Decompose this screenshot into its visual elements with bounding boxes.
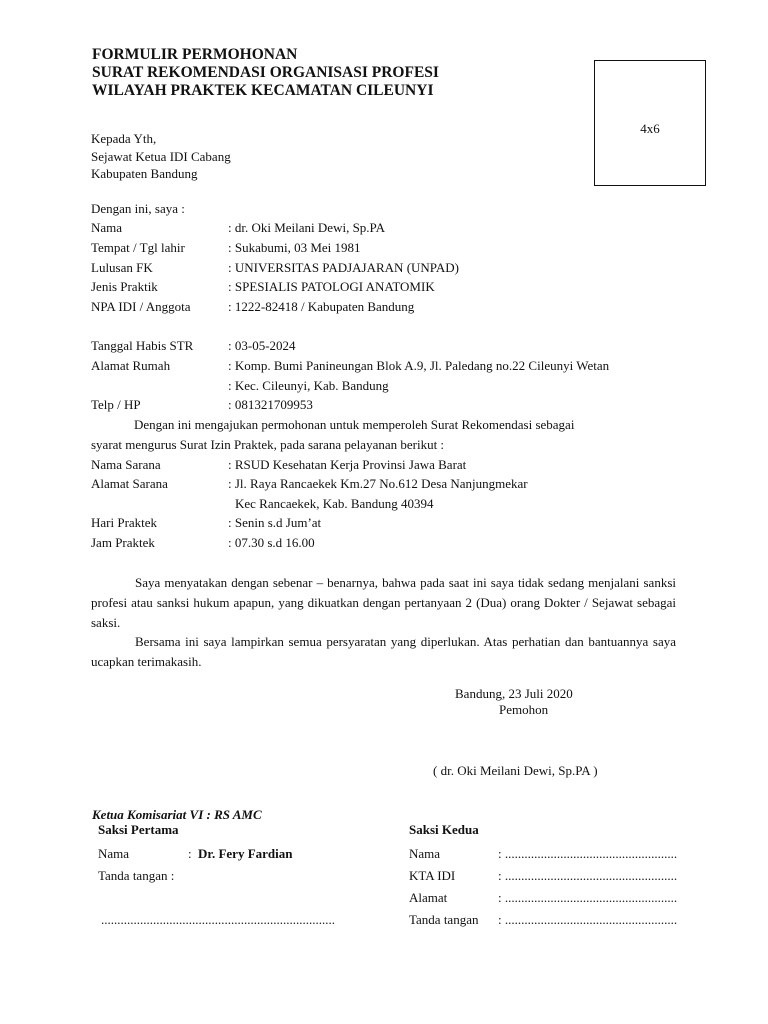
photo-placeholder-box — [594, 60, 706, 186]
facility-name-label: Nama Sarana — [91, 457, 161, 472]
request-line1: Dengan ini mengajukan permohonan untuk memperoleh Surat Rekomendasi sebagai — [134, 417, 575, 432]
second-witness-sign-label: Tanda tangan — [409, 912, 479, 927]
facility-days-value: : Senin s.d Jum’at — [228, 515, 322, 530]
applicant-practice-value: : SPESIALIS PATOLOGI ANATOMIK — [228, 279, 435, 294]
applicant-npa-value: : 1222-82418 / Kabupaten Bandung — [228, 299, 415, 314]
recipient-line1: Kepada Yth, — [91, 131, 157, 146]
second-witness-title: Saksi Kedua — [409, 822, 479, 837]
applicant-name-label: Nama — [91, 220, 123, 235]
first-witness-name-colon: : — [188, 846, 192, 861]
commissariat-heading: Ketua Komisariat VI : RS AMC — [92, 807, 262, 822]
applicant-birth-value: : Sukabumi, 03 Mei 1981 — [228, 240, 361, 255]
applicant-school-label: Lulusan FK — [91, 260, 153, 275]
applicant-address-value1: : Komp. Bumi Panineungan Blok A.9, Jl. Paledang no.22 Cileunyi Wetan — [228, 358, 610, 373]
applicant-birth-label: Tempat / Tgl lahir — [91, 240, 185, 255]
applicant-str-value: : 03-05-2024 — [228, 338, 296, 353]
second-witness-address-label: Alamat — [409, 890, 448, 905]
first-witness-name-value: Dr. Fery Fardian — [198, 846, 293, 861]
second-witness-kta-value: : ..................................................... — [498, 868, 678, 883]
applicant-school-value: : UNIVERSITAS PADJAJARAN (UNPAD) — [228, 260, 459, 275]
facility-days-label: Hari Praktek — [91, 515, 158, 530]
signature-applicant-name: ( dr. Oki Meilani Dewi, Sp.PA ) — [433, 763, 598, 778]
form-title-line1: FORMULIR PERMOHONAN — [92, 46, 298, 63]
first-witness-sign-label: Tanda tangan : — [98, 868, 175, 883]
form-title-line2: SURAT REKOMENDASI ORGANISASI PROFESI — [92, 64, 439, 81]
applicant-address-label: Alamat Rumah — [91, 358, 171, 373]
statement-paragraph-2: Bersama ini saya lampirkan semua persyaratan yang diperlukan. Atas perhatian dan bantuannya saya ucapkan terimakasih. — [91, 634, 676, 669]
applicant-phone-value: : 081321709953 — [228, 397, 313, 412]
signature-place-date: Bandung, 23 Juli 2020 — [455, 686, 573, 701]
facility-address-value1: : Jl. Raya Rancaekek Km.27 No.612 Desa Nanjungmekar — [228, 476, 528, 491]
form-title-line3: WILAYAH PRAKTEK KECAMATAN CILEUNYI — [92, 82, 434, 99]
recipient-line3: Kabupaten Bandung — [91, 166, 198, 181]
second-witness-kta-label: KTA IDI — [409, 868, 456, 883]
applicant-name-value: : dr. Oki Meilani Dewi, Sp.PA — [228, 220, 385, 235]
facility-name-value: : RSUD Kesehatan Kerja Provinsi Jawa Barat — [228, 457, 467, 472]
applicant-str-label: Tanggal Habis STR — [91, 338, 194, 353]
facility-address-label: Alamat Sarana — [91, 476, 168, 491]
second-witness-name-value: : ..................................................... — [498, 846, 678, 861]
recipient-line2: Sejawat Ketua IDI Cabang — [91, 149, 231, 164]
signature-role: Pemohon — [499, 702, 549, 717]
first-witness-name-label: Nama — [98, 846, 130, 861]
statement-paragraph-1: Saya menyatakan dengan sebenar – benarnya, bahwa pada saat ini saya tidak sedang menjalani sanksi profesi atau sanksi hukum apapun, yang dikuatkan dengan pertanyaan 2 (Dua) orang Dokter / Sejawat sebagai saksi. — [91, 575, 676, 630]
applicant-address-value2: : Kec. Cileunyi, Kab. Bandung — [228, 378, 389, 393]
facility-hours-label: Jam Praktek — [91, 535, 155, 550]
facility-address-value2: Kec Rancaekek, Kab. Bandung 40394 — [235, 496, 434, 511]
photo-size-label: 4x6 — [640, 121, 660, 136]
first-witness-sign-line: ........................................................................ — [101, 912, 335, 927]
second-witness-address-value: : ..................................................... — [498, 890, 678, 905]
facility-hours-value: : 07.30 s.d 16.00 — [228, 535, 315, 550]
applicant-phone-label: Telp / HP — [91, 397, 141, 412]
request-line2: syarat mengurus Surat Izin Praktek, pada sarana pelayanan berikut : — [91, 437, 445, 452]
second-witness-sign-value: : ..................................................... — [498, 912, 678, 927]
applicant-practice-label: Jenis Praktik — [91, 279, 158, 294]
first-witness-title: Saksi Pertama — [98, 822, 179, 837]
intro-text: Dengan ini, saya : — [91, 201, 185, 216]
applicant-npa-label: NPA IDI / Anggota — [91, 299, 191, 314]
second-witness-name-label: Nama — [409, 846, 441, 861]
